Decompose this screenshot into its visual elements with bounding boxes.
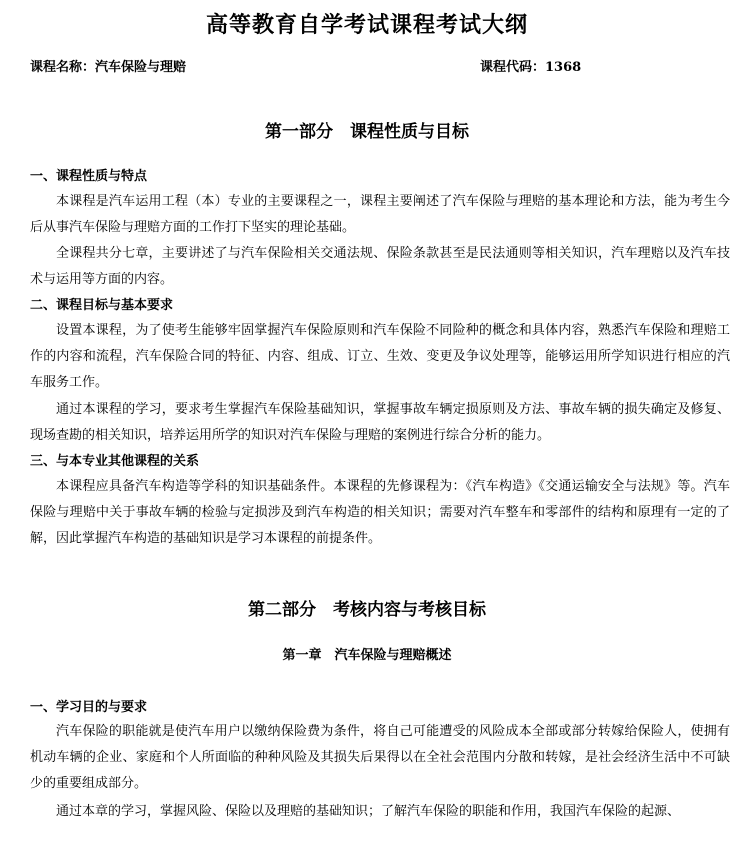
section-heading-objectives: 一、学习目的与要求 <box>30 700 148 715</box>
paragraph: 通过本课程的学习，要求考生掌握汽车保险基础知识，掌握事故车辆定损原则及方法、事故车辆的损失确定及修复、现场查勘的相关知识，培养运用所学的知识对汽车保险与理赔的案例进行综合分析的能力。 <box>30 402 730 443</box>
paragraph: 通过本章的学习，掌握风险、保险以及理赔的基础知识；了解汽车保险的职能和作用，我国汽车保险的起源、 <box>56 804 681 819</box>
part-two-title: 第二部分 考核内容与考核目标 <box>248 600 486 620</box>
chapter-one-title: 第一章 汽车保险与理赔概述 <box>282 648 452 663</box>
paragraph: 全课程共分七章，主要讲述了与汽车保险相关交通法规、保险条款甚至是民法通则等相关知识，汽车理赔以及汽车技术与运用等方面的内容。 <box>30 246 730 287</box>
document-title: 高等教育自学考试课程考试大纲 <box>205 12 528 38</box>
paragraph: 汽车保险的职能就是使汽车用户以缴纳保险费为条件，将自己可能遭受的风险成本全部或部分转嫁给保险人，使拥有机动车辆的企业、家庭和个人所面临的种种风险及其损失后果得以在全社会范围内分散和转嫁，是社会经济生活中不可缺少的重要组成部分。 <box>30 724 730 791</box>
part-one-title: 第一部分 课程性质与目标 <box>265 122 469 142</box>
paragraph: 设置本课程，为了使考生能够牢固掌握汽车保险原则和汽车保险不同险种的概念和具体内容，熟悉汽车保险和理赔工作的内容和流程，汽车保险合同的特征、内容、组成、订立、生效、变更及争议处理等，能够运用所学知识进行相应的汽车服务工作。 <box>30 323 730 390</box>
paragraph: 本课程应具备汽车构造等学科的知识基础条件。本课程的先修课程为：《汽车构造》《交通运输安全与法规》等。汽车保险与理赔中关于事故车辆的检验与定损涉及到汽车构造的相关知识；需要对汽车整车和零部件的结构和原理有一定的了解，因此掌握汽车构造的基础知识是学习本课程的前提条件。 <box>30 479 730 546</box>
section-heading-nature: 一、课程性质与特点 <box>30 169 148 184</box>
section-heading-relations: 三、与本专业其他课程的关系 <box>30 454 200 469</box>
section-heading-goals: 二、课程目标与基本要求 <box>30 298 174 313</box>
paragraph: 本课程是汽车运用工程（本）专业的主要课程之一，课程主要阐述了汽车保险与理赔的基本理论和方法，能为考生今后从事汽车保险与理赔方面的工作打下坚实的理论基础。 <box>30 194 730 235</box>
course-name: 课程名称：汽车保险与理赔 <box>30 60 187 75</box>
course-code: 课程代码：1368 <box>480 60 582 75</box>
